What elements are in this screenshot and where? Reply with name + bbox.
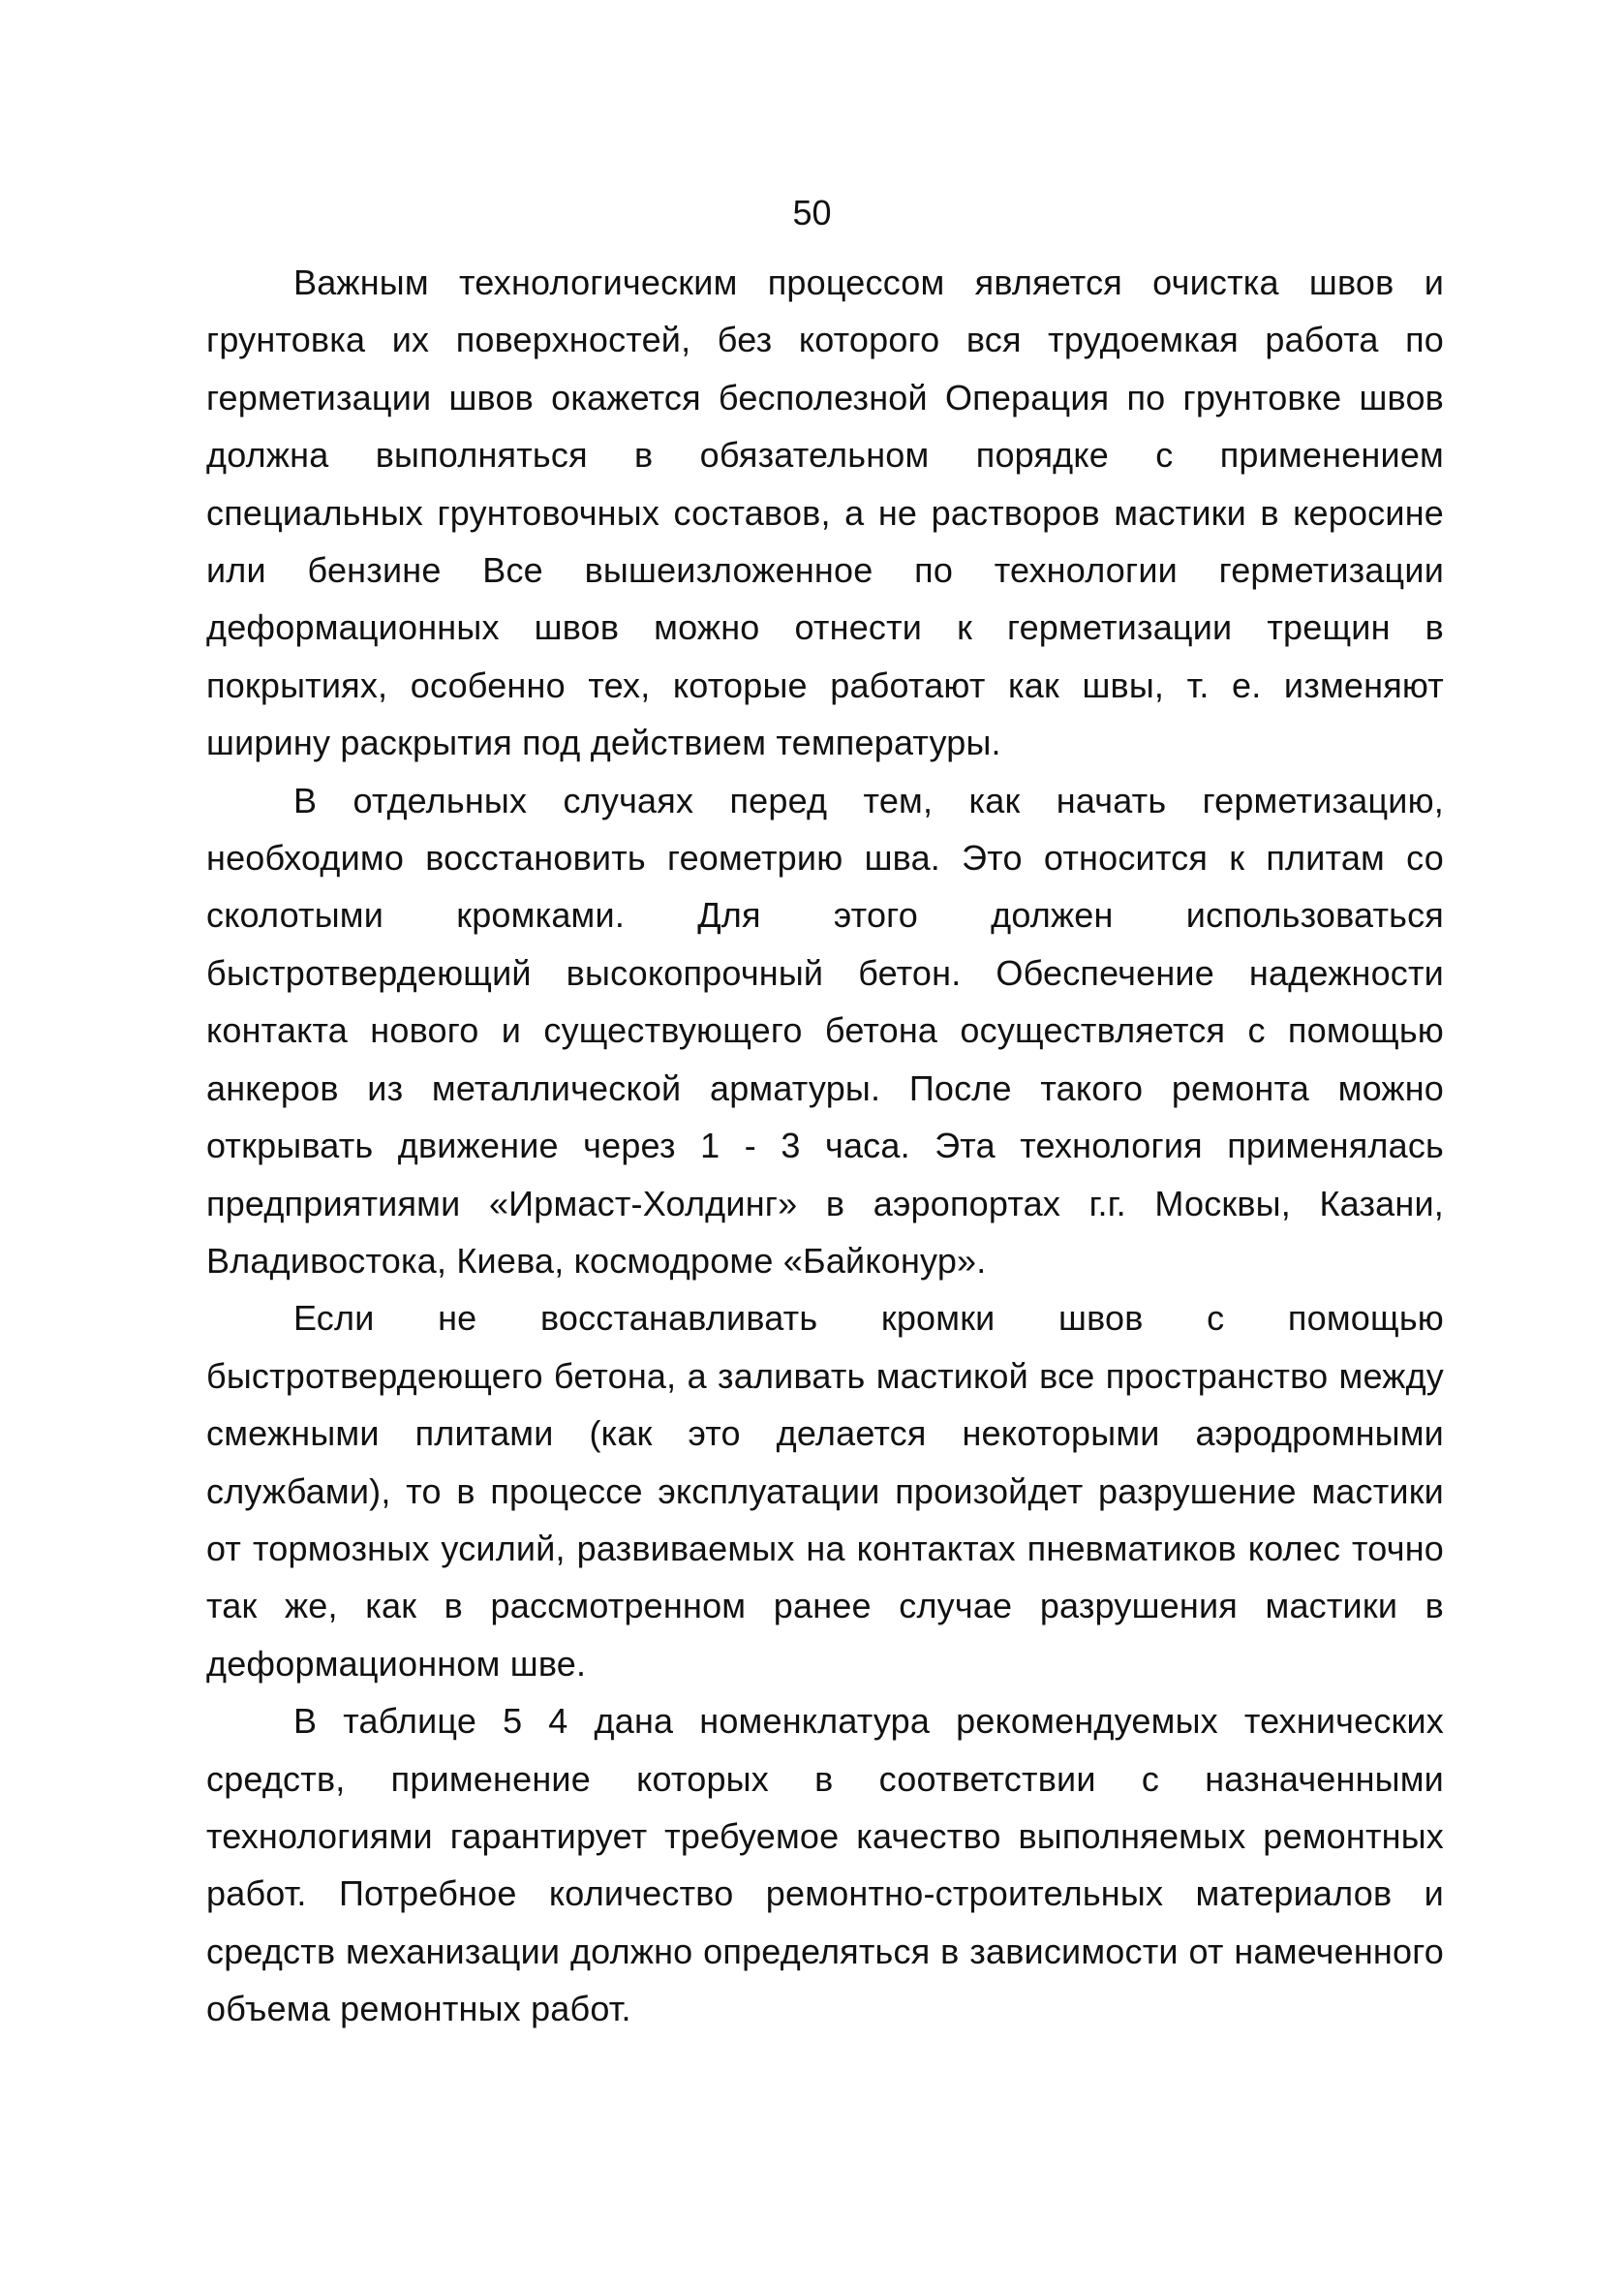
paragraph-3: Если не восстанавливать кромки швов с помощью быстротвердеющего бетона, а заливать мастикой все пространство между смежными плитами (как это делается некоторыми аэродромными службами), то в процессе эксплуатации произойдет разрушение мастики от тормозных усилий, развиваемых на контактах пневматиков колес точно так же, как в рассмотренном ранее случае разрушения мастики в деформационном шве. bbox=[206, 1298, 1444, 1684]
paragraph-2: В отдельных случаях перед тем, как начать герметизацию, необходимо восстановить геометрию шва. Это относится к плитам со сколотыми кромками. Для этого должен использоваться быстротвердеющий высокопрочный бетон. Обеспечение надежности контакта нового и существующего бетона осуществляется с помощью анкеров из металлической арматуры. После такого ремонта можно открывать движение через 1 - 3 часа. Эта технология применялась предприятиями «Ирмаст-Холдинг» в аэропортах г.г. Москвы, Казани, Владивостока, Киева, космодроме «Байконур». bbox=[206, 780, 1444, 1281]
page-number: 50 bbox=[792, 193, 832, 232]
paragraph-4: В таблице 5 4 дана номенклатура рекомендуемых технических средств, применение которых в соответствии с назначенными технологиями гарантирует требуемое качество выполняемых ремонтных работ. Потребное количество ремонтно-строительных материалов и средств механизации должно определяться в зависимости от намеченного объема ремонтных работ. bbox=[206, 1701, 1444, 2029]
document-body bbox=[206, 254, 1444, 2038]
paragraph-1: Важным технологическим процессом является очистка швов и грунтовка их поверхностей, без которого вся трудоемкая работа по герметизации швов окажется бесполезной Операция по грунтовке швов должна выполняться в обязательном порядке с применением специальных грунтовочных составов, а не растворов мастики в керосине или бензине Все вышеизложенное по технологии герметизации деформационных швов можно отнести к герметизации трещин в покрытиях, особенно тех, которые работают как швы, т. е. изменяют ширину раскрытия под действием температуры. bbox=[206, 263, 1444, 763]
